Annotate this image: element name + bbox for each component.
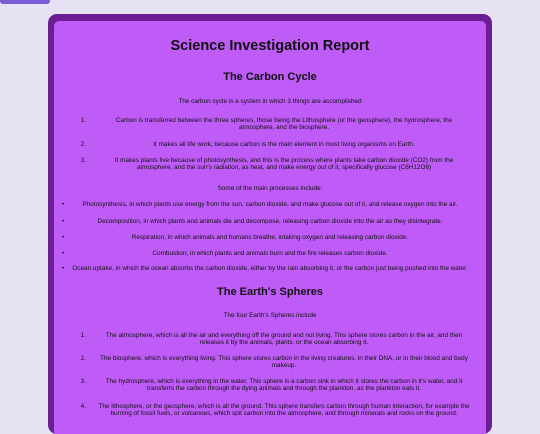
bullet-icon: • [61, 250, 65, 257]
bullet-icon: • [61, 265, 65, 272]
list-item: It makes plants live because of photosynthesis, and this is the process where plants take carbon dioxide (CO2) from the atmosphere, and the sun's radiation, as heat, and make energy out of it, specifically glucose (C6H12O6) [114, 157, 454, 172]
list-item-number: 1. [80, 332, 86, 339]
list-item-number: 3. [80, 157, 86, 164]
carbon-cycle-intro: The carbon cycle is a system in which 3 things are accomplished [178, 98, 362, 105]
list-item: The lithosphere, or the geosphere, which is all the ground. This sphere transfers carbon through human interaction, for example the burning of fossil fuels, or volcanoes, which spit carbon into the atmosphere, and through minerals and rocks on the ground. [98, 403, 470, 418]
bullet-icon: • [61, 234, 65, 241]
list-item-number: 4. [80, 403, 86, 410]
list-item: Photosynthesis, in which plants use energy from the sun, carbon dioxide, and make glucose out of it, and release oxygen into the air. [82, 201, 458, 208]
list-item: Combustion, in which plants and animals burn and the fire releases carbon dioxide. [152, 250, 388, 257]
list-item-number: 3. [80, 378, 86, 385]
list-item-number: 1. [80, 117, 86, 124]
report-content [54, 21, 486, 434]
top-tab-indicator [0, 0, 50, 4]
list-item-number: 2. [80, 355, 86, 362]
list-item: Decomposition, in which plants and animals die and decompose, releasing carbon dioxide into the air as they disintegrate. [97, 218, 443, 225]
spheres-intro: The four Earth's Spheres include [223, 312, 317, 319]
bullet-icon: • [61, 218, 65, 225]
list-item: It makes all life work, because carbon is the main element in most living organisms on Earth. [153, 141, 415, 148]
report-title: Science Investigation Report [170, 38, 370, 54]
bullet-icon: • [61, 201, 65, 208]
list-item: Carbon is transferred between the three spheres, those being the Lithosphere (or the geosphere), the hydrosphere, the atmosphere, and the biosphere. [115, 117, 453, 132]
list-item: Ocean uptake, in which the ocean absorbs the carbon dioxide, either by the rain absorbing it, or the carbon just being pushed into the water. [72, 265, 468, 272]
list-item: The hydrosphere, which is everything in the water. This sphere is a carbon sink in which it stores the carbon in it's water, and it transferrs the carbon through the dying animals and through the plankton, as the plankton eats it. [105, 378, 463, 393]
list-item: Respiration, in which animals and humans breathe, intaking oxygen and releasing carbon dioxide. [131, 234, 409, 241]
report-card [48, 14, 492, 434]
carbon-cycle-heading: The Carbon Cycle [223, 71, 317, 83]
list-item-number: 2. [80, 141, 86, 148]
list-item: The biosphere, which is everything living. This sphere stores carbon in the living creatures, in their DNA, or in their blood and body makeup. [100, 355, 468, 370]
spheres-heading: The Earth's Spheres [217, 286, 323, 298]
processes-intro: Some of the main processes include: [217, 185, 323, 192]
list-item: The atmosphere, which is all the air and everything off the ground and not living. This sphere stores carbon in the air, and then releases it by the animals, plants, or the ocean absorbing it. [105, 332, 463, 347]
